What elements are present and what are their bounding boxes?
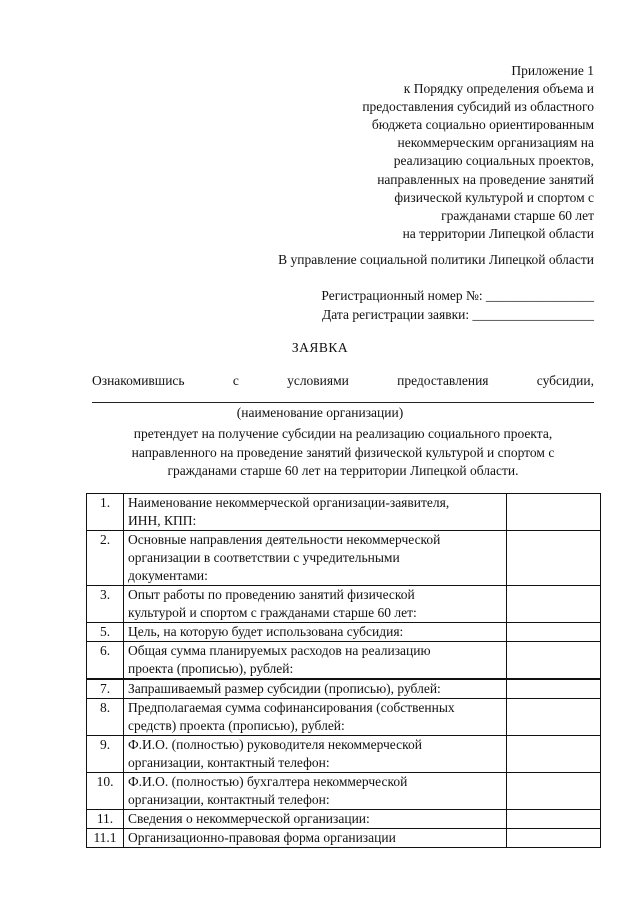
row-value-cell[interactable] — [507, 586, 601, 623]
row-label-line: Предполагаемая сумма софинансирования (собственных — [128, 700, 455, 715]
row-number: 11.1 — [87, 829, 124, 848]
row-label-line: средств) проекта (прописью), рублей: — [128, 718, 345, 733]
organization-name-caption: (наименование организации) — [236, 405, 404, 420]
appendix-line: к Порядку определения объема и — [403, 81, 594, 97]
intro-word: предоставления — [397, 373, 489, 388]
row-number: 3. — [87, 586, 124, 623]
table-row — [87, 642, 601, 680]
claim-text — [92, 425, 594, 481]
row-value-cell[interactable] — [507, 679, 601, 699]
row-label — [124, 679, 507, 699]
row-label-line: Наименование некоммерческой организации-заявителя, — [128, 495, 450, 510]
table-row — [87, 736, 601, 773]
registration-date: Дата регистрации заявки: __________________ — [322, 306, 594, 322]
row-label — [124, 531, 507, 586]
intro-word: условиями — [287, 373, 349, 388]
row-value-cell[interactable] — [507, 810, 601, 829]
registration-number: Регистрационный номер №: ________________ — [321, 288, 594, 303]
intro-line — [92, 373, 594, 389]
appendix-line: направленных на проведение занятий — [377, 171, 594, 187]
row-value-cell[interactable] — [507, 699, 601, 736]
application-table — [86, 493, 601, 848]
table-row — [87, 679, 601, 699]
row-label — [124, 773, 507, 810]
row-label-line: Запрашиваемый размер субсидии (прописью), рублей: — [128, 681, 441, 696]
appendix-line: бюджета социально ориентированным — [371, 117, 594, 133]
row-number: 7. — [87, 679, 124, 699]
row-label-line: Сведения о некоммерческой организации: — [128, 811, 370, 826]
row-label-line: Общая сумма планируемых расходов на реализацию — [128, 643, 431, 658]
table-row — [87, 586, 601, 623]
row-label-line: Основные направления деятельности некоммерческой — [128, 532, 441, 547]
row-value-cell[interactable] — [507, 736, 601, 773]
appendix-line: Приложение 1 — [511, 63, 594, 78]
intro-word: с — [232, 373, 239, 388]
claim-line: направленного на проведение занятий физической культурой и спортом с — [131, 444, 555, 460]
row-label-line: Ф.И.О. (полностью) бухгалтера некоммерческой — [128, 774, 408, 789]
row-label-line: ИНН, КПП: — [128, 513, 197, 528]
row-number: 10. — [87, 773, 124, 810]
addressee: В управление социальной политики Липецкой области — [278, 252, 594, 267]
table-row — [87, 810, 601, 829]
row-value-cell[interactable] — [507, 531, 601, 586]
row-number: 1. — [87, 494, 124, 531]
row-label-line: Цель, на которую будет использована субсидия: — [128, 624, 404, 639]
row-number: 5. — [87, 623, 124, 642]
row-value-cell[interactable] — [507, 623, 601, 642]
row-label-line: организации, контактный телефон: — [128, 755, 330, 770]
appendix-line: предоставления субсидий из областного — [362, 99, 594, 115]
row-label-line: организации, контактный телефон: — [128, 792, 330, 807]
row-label — [124, 699, 507, 736]
claim-line: гражданами старше 60 лет на территории Липецкой области. — [167, 463, 519, 478]
table-row — [87, 699, 601, 736]
row-number: 11. — [87, 810, 124, 829]
appendix-header — [362, 62, 594, 243]
intro-word: Ознакомившись — [92, 373, 185, 388]
claim-line: претендует на получение субсидии на реализацию социального проекта, — [133, 426, 553, 441]
table-row — [87, 531, 601, 586]
intro-word: субсидии, — [536, 373, 594, 388]
table-row — [87, 623, 601, 642]
table-row — [87, 773, 601, 810]
row-label-line: документами: — [128, 568, 208, 583]
row-label — [124, 642, 507, 680]
row-value-cell[interactable] — [507, 829, 601, 848]
row-value-cell[interactable] — [507, 773, 601, 810]
appendix-line: некоммерческим организациям на — [397, 135, 594, 151]
row-label — [124, 829, 507, 848]
row-value-cell[interactable] — [507, 642, 601, 680]
row-label-line: культурой и спортом с гражданами старше 60 лет: — [128, 605, 417, 620]
row-label-line: проекта (прописью), рублей: — [128, 661, 294, 676]
row-number: 6. — [87, 642, 124, 680]
row-label — [124, 623, 507, 642]
registration-block — [321, 287, 594, 324]
row-number: 8. — [87, 699, 124, 736]
organization-name-field[interactable] — [92, 402, 594, 403]
row-label — [124, 810, 507, 829]
row-label-line: организации в соответствии с учредительными — [128, 550, 400, 565]
table-row — [87, 494, 601, 531]
appendix-line: гражданами старше 60 лет — [441, 207, 594, 223]
row-number: 9. — [87, 736, 124, 773]
page-title: ЗАЯВКА — [291, 340, 349, 355]
appendix-line: реализацию социальных проектов, — [393, 153, 594, 169]
appendix-line: физической культурой и спортом с — [394, 189, 594, 205]
row-label — [124, 736, 507, 773]
row-label — [124, 494, 507, 531]
row-number: 2. — [87, 531, 124, 586]
row-label — [124, 586, 507, 623]
row-label-line: Опыт работы по проведению занятий физической — [128, 587, 415, 602]
appendix-line: на территории Липецкой области — [402, 225, 594, 241]
row-label-line: Ф.И.О. (полностью) руководителя некоммерческой — [128, 737, 422, 752]
table-row — [87, 829, 601, 848]
row-value-cell[interactable] — [507, 494, 601, 531]
row-label-line: Организационно-правовая форма организации — [128, 830, 396, 845]
